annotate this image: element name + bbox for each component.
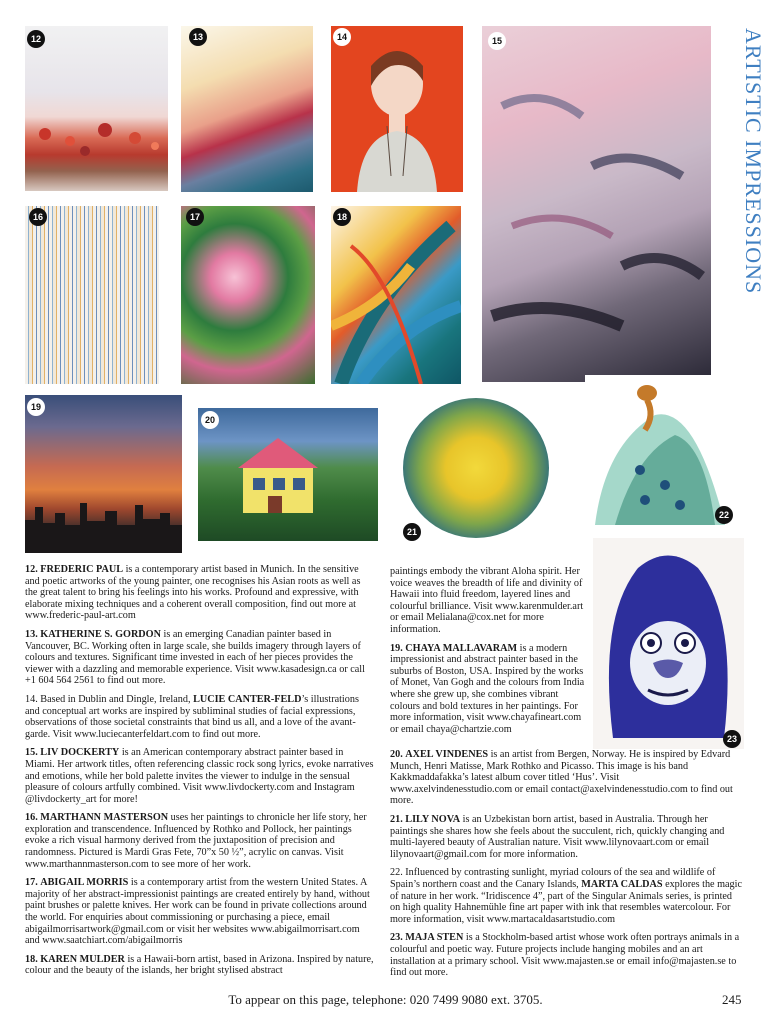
entry-16-text: uses her paintings to chronicle her life story, her exploration and transcendence. Influenced by Rothko and Pollock, her paintings evoke a rich visual harmony derived from the juxtaposition of precision and randomness. Pictured is Mardi Gras Fete, 70”x 50 ½”, acrylic on canvas. Visit www.marthannmasterson.com to see more of her work. [25, 812, 367, 870]
entry-18-continued [390, 566, 588, 636]
entry-20-text: is an artist from Bergen, Norway. He is inspired by Edvard Munch, Henri Matisse, Mark Rothko and Picasso. This image is his band Kakkmaddafakka’s latest album cover titled ‘Hus’. Visit www.axelvindenesstudio.com or email contact@axelvindenesstudio.com to find out more. [390, 749, 733, 807]
artwork-19-skyline [25, 395, 182, 553]
entry-17-num: 17. [25, 877, 38, 889]
artwork-12-flowers [25, 26, 168, 191]
artwork-16 [25, 206, 159, 384]
entry-21-name: LILY NOVA [405, 813, 461, 825]
entry-23-text: is a Stockholm-based artist whose work often portrays animals in a colourful and poetic way. Future projects include hanging mobiles and an art installation at a primary school. Visit www.majasten.se or email info@majasten.se to find out more. [390, 932, 740, 979]
middle-column [390, 566, 588, 742]
badge-21: 21 [403, 523, 421, 541]
badge-16: 16 [29, 208, 47, 226]
artwork-15 [482, 26, 711, 382]
entry-14 [25, 694, 375, 740]
entry-16-num: 16. [25, 812, 38, 824]
section-title: ARTISTIC IMPRESSIONS [741, 28, 766, 295]
artwork-22 [585, 375, 733, 527]
artwork-12 [25, 26, 168, 191]
artwork-15-strokes [482, 26, 711, 382]
badge-22: 22 [715, 506, 733, 524]
entry-17-name: ABIGAIL MORRIS [40, 877, 129, 889]
entry-15-num: 15. [25, 747, 38, 759]
artwork-20-house [198, 408, 378, 541]
badge-19: 19 [27, 398, 45, 416]
artwork-14 [331, 26, 463, 192]
entry-18 [25, 954, 375, 977]
entry-22 [390, 867, 742, 925]
badge-23: 23 [723, 730, 741, 748]
badge-18: 18 [333, 208, 351, 226]
entry-18b-text: paintings embody the vibrant Aloha spirit. Her voice weaves the breadth of life and divinity of Hawaii into fluid freedom, layered lines and colourful brilliance. Visit www.karenmulder.art or email Melialana@cox.net for more information. [390, 566, 584, 635]
artwork-17 [181, 206, 315, 384]
entry-17-text: is a contemporary artist from the western United States. A majority of her abstract-impressionist paintings are created entirely by hand, without paint brushes or palette knives. Her work can be found in private collections around the world. For enquiries about commissioning or purchasing a piece, email abigailmorrisartwork@gmail.com or visit her websites www.abigailmorrisart.com and www.saatchiart.com/abigailmorris [25, 877, 370, 947]
artwork-14-figure [331, 26, 463, 192]
entry-18-text: is a Hawaii-born artist, based in Arizona. Inspired by nature, colour and the beauty of the islands, her bright stylised abstract [25, 953, 374, 977]
artwork-18-leaves [331, 206, 461, 384]
artwork-19 [25, 395, 182, 553]
entry-22-name: MARTA CALDAS [581, 878, 663, 890]
entry-22-pre: 22. Influenced by contrasting sunlight, myriad colours of the sea and wildlife of Spain’s northern coast and the Canary Islands, [390, 867, 716, 890]
entry-14-text: ’s illustrations and conceptual art works are inspired by subliminal studies of facial expressions, observations of those societal constraints that bind us all, and a love of the avant-garde. Visit www.luciecanterfeldart.com to find out more. [25, 693, 359, 740]
entry-15-name: LIV DOCKERTY [40, 747, 120, 759]
artwork-23 [593, 538, 744, 749]
entry-23-name: MAJA STEN [405, 932, 464, 944]
entry-12-text: is a contemporary artist based in Munich. In the sensitive and poetic artworks of the young painter, one recognises his Asian roots as well as the great talent to bring his feelings into his works. Profound and expressive, with elaborate mixing techniques and a coherent overall composition, find out more at www.frederic-paul-art.com [25, 564, 361, 622]
entry-23-num: 23. [390, 932, 403, 944]
left-column [25, 564, 375, 984]
entry-19 [390, 643, 588, 736]
entry-18-name: KAREN MULDER [40, 953, 125, 965]
entry-15-text: is an American contemporary abstract painter based in Miami. Her artwork titles, often referencing classic rock song lyrics, evoke narratives and emotions, while her bold palette invites the viewer to indulge in the sensual pleasure of colours artfully combined. Visit www.livdockerty.com and Instagram @livdockerty_art for more! [25, 747, 374, 805]
artwork-21 [403, 398, 549, 538]
entry-23 [390, 932, 742, 978]
entry-20 [390, 749, 742, 807]
badge-15: 15 [488, 32, 506, 50]
entry-14-pre: 14. Based in Dublin and Dingle, Ireland, [25, 693, 194, 705]
entry-13 [25, 629, 375, 687]
entry-22-text: explores the magic of nature in her work. “Iridiscence 4”, part of the Singular Animals series, is printed on high quality Hahnemühle fine art paper with ink that resembles watercolour. For more information, visit www.martacaldasartstudio.com [390, 878, 743, 925]
advertising-footer: To appear on this page, telephone: 020 7499 9080 ext. 3705. [228, 992, 543, 1007]
entry-16 [25, 812, 375, 870]
entry-15 [25, 747, 375, 805]
right-column [390, 749, 742, 986]
artwork-20 [198, 408, 378, 541]
entry-19-text: is a modern impressionist and abstract painter based in the suburbs of Boston, USA. Inspired by the works of Monet, Van Gogh and the colours from India where she grew up, she combines vibrant colours and bold textures in her paintings. For more information, visit www.chayafineart.com or email chaya@chartzie.com [390, 642, 585, 735]
entry-18-num: 18. [25, 953, 38, 965]
entry-17 [25, 877, 375, 947]
entry-20-num: 20. [390, 749, 403, 760]
entry-13-name: KATHERINE S. GORDON [40, 628, 161, 640]
entry-21-num: 21. [390, 813, 403, 825]
artwork-18 [331, 206, 461, 384]
entry-19-name: CHAYA MALLAVARAM [405, 642, 518, 654]
badge-17: 17 [186, 208, 204, 226]
badge-12: 12 [27, 30, 45, 48]
artwork-13 [181, 26, 313, 192]
entry-21 [390, 814, 742, 860]
entry-12 [25, 564, 375, 622]
entry-14-name: LUCIE CANTER-FELD [193, 693, 302, 705]
badge-14: 14 [333, 28, 351, 46]
badge-13: 13 [189, 28, 207, 46]
entry-20-name: AXEL VINDENES [405, 749, 489, 760]
artwork-22-peacock [585, 375, 733, 527]
entry-13-num: 13. [25, 628, 38, 640]
page-number: 245 [722, 992, 742, 1007]
entry-12-name: FREDERIC PAUL [40, 564, 124, 575]
entry-19-num: 19. [390, 642, 403, 654]
entry-21-text: is an Uzbekistan born artist, based in Australia. Through her paintings she shares how she feels about the succulent, rich, quickly changing and multi-layered beauty of Australian nature. Visit www.lilynovaart.com or email lilynovaart@gmail.com for more information. [390, 813, 725, 860]
entry-16-name: MARTHANN MASTERSON [40, 812, 169, 824]
artwork-23-gorilla [593, 538, 744, 749]
entry-12-num: 12. [25, 564, 38, 575]
entry-13-text: is an emerging Canadian painter based in Vancouver, BC. Working often in large scale, she builds imagery through layers of colours and textures. Significant time invested in each of her pieces provides the viewer with a dazzling and memorable experience. Visit www.kasadesign.ca or call +1 604 564 2561 to find out more. [25, 628, 365, 687]
badge-20: 20 [201, 411, 219, 429]
